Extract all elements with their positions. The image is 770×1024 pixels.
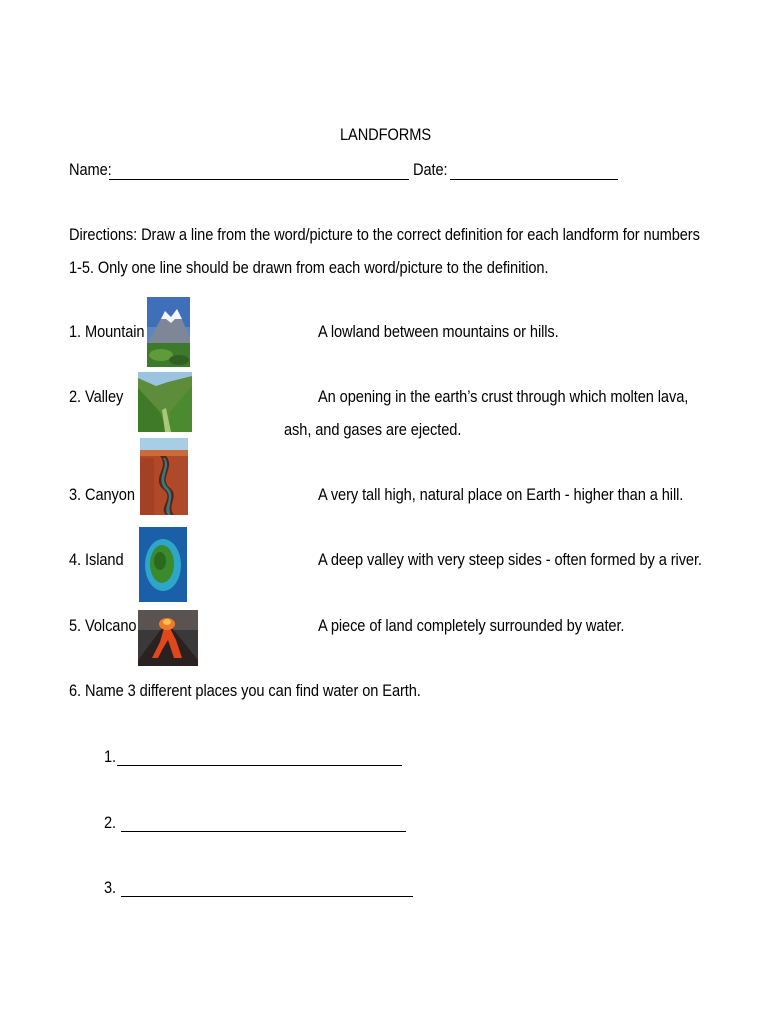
answer-1-line[interactable] xyxy=(117,765,402,766)
directions-line-2: 1-5. Only one line should be drawn from each word/picture to the definition. xyxy=(69,258,549,277)
date-blank-line[interactable] xyxy=(450,179,618,180)
answer-2-label: 2. xyxy=(104,813,117,832)
answer-3-label: 3. xyxy=(104,878,117,897)
definition-5: A piece of land completely surrounded by water. xyxy=(318,616,625,635)
item-label-valley: 2. Valley xyxy=(69,387,124,406)
definition-2-continued: ash, and gases are ejected. xyxy=(284,420,462,439)
definition-2: An opening in the earth’s crust through which molten lava, xyxy=(318,387,689,406)
name-blank-line[interactable] xyxy=(109,179,409,180)
date-label: Date: xyxy=(413,160,448,179)
page-title: LANDFORMS xyxy=(340,125,432,144)
answer-1-label: 1. xyxy=(104,747,117,766)
definition-1: A lowland between mountains or hills. xyxy=(318,322,559,341)
item-label-volcano: 5. Volcano xyxy=(69,616,137,635)
question-6: 6. Name 3 different places you can find water on Earth. xyxy=(69,681,421,700)
name-label: Name: xyxy=(69,160,112,179)
answer-2-line[interactable] xyxy=(121,831,406,832)
item-label-island: 4. Island xyxy=(69,550,124,569)
island-photo-icon[interactable] xyxy=(139,527,187,602)
answer-3-line[interactable] xyxy=(121,896,413,897)
valley-photo-icon[interactable] xyxy=(138,372,192,432)
definition-4: A deep valley with very steep sides - often formed by a river. xyxy=(318,550,702,569)
canyon-photo-icon[interactable] xyxy=(140,438,188,515)
item-label-mountain: 1. Mountain xyxy=(69,322,145,341)
directions-line-1: Directions: Draw a line from the word/picture to the correct definition for each landform for numbers xyxy=(69,225,700,244)
definition-3: A very tall high, natural place on Earth - higher than a hill. xyxy=(318,485,684,504)
volcano-photo-icon[interactable] xyxy=(138,610,198,666)
mountain-photo-icon[interactable] xyxy=(147,297,190,367)
item-label-canyon: 3. Canyon xyxy=(69,485,135,504)
